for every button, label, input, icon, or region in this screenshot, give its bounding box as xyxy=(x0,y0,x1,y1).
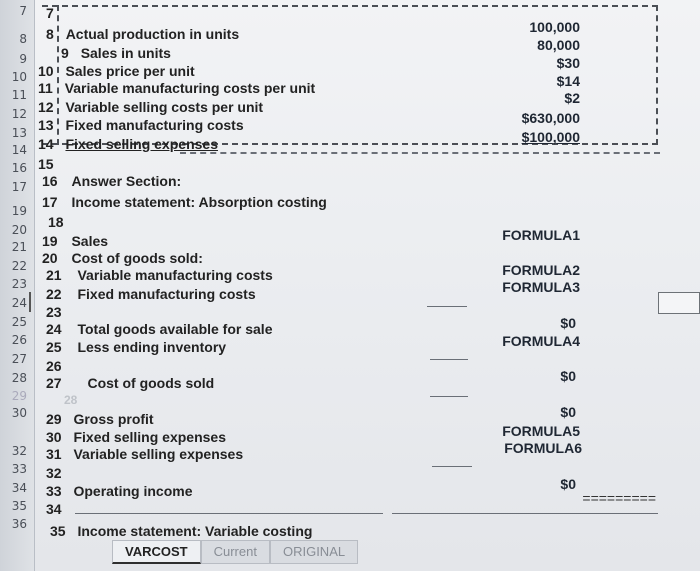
var-sell-row[interactable] xyxy=(46,446,243,462)
row-number: 13 xyxy=(38,117,54,133)
gutter-row[interactable]: 20 xyxy=(11,223,27,237)
row-number: 24 xyxy=(46,321,62,337)
gutter-row[interactable]: 10 xyxy=(11,70,27,84)
gutter-row[interactable]: 12 xyxy=(11,107,27,121)
row-number: 14 xyxy=(38,136,54,152)
input-row-9[interactable] xyxy=(61,45,171,61)
cogs-total-row[interactable] xyxy=(46,375,214,391)
row-number: 27 xyxy=(46,375,62,391)
row-divider xyxy=(392,513,658,514)
op-income-label: Operating income xyxy=(73,483,193,499)
answer-section-heading[interactable] xyxy=(42,173,181,189)
fixed-sell-label: Fixed selling expenses xyxy=(73,429,226,445)
row-number: 33 xyxy=(46,483,62,499)
sales-units-label: Sales in units xyxy=(80,45,171,61)
gutter-row[interactable]: 27 xyxy=(11,352,27,366)
row-number: 29 xyxy=(46,411,62,427)
income-absorption-heading[interactable] xyxy=(42,194,327,210)
var-mfg-cost-label: Variable manufacturing costs per unit xyxy=(64,80,316,96)
var-mfg-value[interactable]: FORMULA2 xyxy=(502,262,580,278)
row-divider xyxy=(75,513,383,514)
gutter-row[interactable]: 32 xyxy=(11,444,27,458)
row-number: 8 xyxy=(46,26,54,42)
income-variable-heading[interactable] xyxy=(50,523,312,539)
gutter-row[interactable]: 34 xyxy=(11,481,27,495)
fixed-mfg-label: Fixed manufacturing costs xyxy=(65,117,244,133)
fixed-sell-value[interactable]: FORMULA5 xyxy=(502,423,580,439)
gross-profit-label: Gross profit xyxy=(73,411,154,427)
cogs-label: Cost of goods sold: xyxy=(71,250,203,266)
gutter-row[interactable]: 30 xyxy=(11,406,27,420)
input-row-14[interactable] xyxy=(38,136,218,152)
row-number: 23 xyxy=(46,304,62,320)
gutter-row[interactable]: 29 xyxy=(11,389,27,403)
row-number: 15 xyxy=(38,156,54,172)
gutter-row[interactable]: 33 xyxy=(11,462,27,476)
underline xyxy=(432,466,472,467)
total-goods-value[interactable]: $0 xyxy=(560,315,576,331)
row-number: 26 xyxy=(46,358,62,374)
fixed-sell-row[interactable] xyxy=(46,429,226,445)
row-number: 32 xyxy=(46,465,62,481)
sales-label: Sales xyxy=(71,233,109,249)
row-number: 35 xyxy=(50,523,66,539)
input-row-11[interactable] xyxy=(38,80,315,96)
fixed-mfg-label: Fixed manufacturing costs xyxy=(77,286,256,302)
gutter-row[interactable]: 35 xyxy=(11,499,27,513)
underline xyxy=(427,306,467,307)
row-number: 28 xyxy=(64,393,78,407)
selected-cell[interactable] xyxy=(658,292,700,314)
fixed-selling-label: Fixed selling expenses xyxy=(65,136,218,152)
row-number: 31 xyxy=(46,446,62,462)
row-32[interactable] xyxy=(46,465,62,481)
var-income-title: Income statement: Variable costing xyxy=(77,523,313,539)
gutter-row[interactable]: 22 xyxy=(11,259,27,273)
row-number: 7 xyxy=(46,5,54,21)
sales-value[interactable]: FORMULA1 xyxy=(502,227,580,243)
value-cell[interactable]: 80,000 xyxy=(537,37,580,53)
var-sell-value[interactable]: FORMULA6 xyxy=(504,440,582,456)
gutter-row[interactable]: 24 xyxy=(11,296,27,310)
ending-inv-label: Less ending inventory xyxy=(77,339,227,355)
gutter-row[interactable]: 7 xyxy=(19,4,27,18)
gross-profit-row[interactable] xyxy=(46,411,154,427)
sales-price-label: Sales price per unit xyxy=(65,63,195,79)
row-number: 10 xyxy=(38,63,54,79)
ending-inv-row[interactable] xyxy=(46,339,226,355)
double-rule: ========= xyxy=(582,490,656,506)
cogs-total-value[interactable]: $0 xyxy=(560,368,576,384)
row-number: 12 xyxy=(38,99,54,115)
underline xyxy=(430,396,468,397)
row-18[interactable] xyxy=(48,214,64,230)
row-number: 20 xyxy=(42,250,58,266)
row-number: 34 xyxy=(46,501,62,517)
row-number: 22 xyxy=(46,286,62,302)
tab-current[interactable]: Current xyxy=(201,540,270,564)
input-row-12[interactable] xyxy=(38,99,263,115)
value-cell[interactable]: $2 xyxy=(564,90,580,106)
gutter-row[interactable]: 26 xyxy=(11,333,27,347)
var-sell-cost-label: Variable selling costs per unit xyxy=(65,99,264,115)
gutter-row[interactable]: 28 xyxy=(11,371,27,385)
gutter-row[interactable]: 23 xyxy=(11,277,27,291)
row-number: 16 xyxy=(42,173,58,189)
row-15[interactable] xyxy=(38,156,54,172)
row-26[interactable] xyxy=(46,358,62,374)
op-income-row[interactable] xyxy=(46,483,193,499)
gutter-row[interactable]: 17 xyxy=(11,180,27,194)
cogs-total-label: Cost of goods sold xyxy=(87,375,215,391)
tab-varcost[interactable]: VARCOST xyxy=(112,540,201,564)
row-number-gutter xyxy=(0,0,35,571)
total-goods-row[interactable] xyxy=(46,321,272,337)
input-row-10[interactable] xyxy=(38,63,195,79)
row-number: 17 xyxy=(42,194,58,210)
gutter-row[interactable]: 14 xyxy=(11,143,27,157)
row-number: 25 xyxy=(46,339,62,355)
value-cell[interactable]: $14 xyxy=(556,73,580,89)
sheet-tabs xyxy=(112,540,358,564)
op-income-value[interactable]: $0 xyxy=(560,476,576,492)
row-23[interactable] xyxy=(46,304,62,320)
actual-production-label: Actual production in units xyxy=(65,26,240,42)
fixed-mfg-row[interactable] xyxy=(46,286,256,302)
tab-original[interactable]: ORIGINAL xyxy=(270,540,358,564)
gutter-row[interactable]: 16 xyxy=(11,161,27,175)
income-title: Income statement: Absorption costing xyxy=(71,194,327,210)
row-28[interactable] xyxy=(64,393,77,407)
gutter-row[interactable]: 8 xyxy=(19,32,27,46)
cell-border xyxy=(29,292,31,312)
row-number: 30 xyxy=(46,429,62,445)
input-row-7[interactable] xyxy=(46,5,54,21)
value-cell[interactable]: 100,000 xyxy=(529,19,580,35)
row-number: 19 xyxy=(42,233,58,249)
row-34[interactable] xyxy=(46,501,62,517)
section-title: Answer Section: xyxy=(71,173,182,189)
fixed-mfg-value[interactable]: FORMULA3 xyxy=(502,279,580,295)
input-row-8[interactable] xyxy=(46,26,239,42)
value-cell[interactable]: $100,000 xyxy=(521,129,580,145)
row-number: 21 xyxy=(46,267,62,283)
row-number: 11 xyxy=(38,80,53,96)
gutter-row[interactable]: 25 xyxy=(11,315,27,329)
gutter-row[interactable]: 13 xyxy=(11,126,27,140)
ending-inv-value[interactable]: FORMULA4 xyxy=(502,333,580,349)
input-row-13[interactable] xyxy=(38,117,244,133)
value-cell[interactable]: $30 xyxy=(556,55,580,71)
underline xyxy=(430,359,468,360)
gutter-row[interactable]: 19 xyxy=(11,204,27,218)
var-mfg-row[interactable] xyxy=(46,267,273,283)
dashed-divider xyxy=(180,152,660,154)
gutter-row[interactable]: 11 xyxy=(11,88,27,102)
sales-row[interactable] xyxy=(42,233,108,249)
row-number: 9 xyxy=(61,45,69,61)
total-goods-label: Total goods available for sale xyxy=(77,321,273,337)
gross-profit-value[interactable]: $0 xyxy=(560,404,576,420)
cogs-row[interactable] xyxy=(42,250,203,266)
gutter-row[interactable]: 36 xyxy=(11,517,27,531)
row-number: 18 xyxy=(48,214,64,230)
gutter-row[interactable]: 9 xyxy=(19,52,27,66)
var-sell-label: Variable selling expenses xyxy=(73,446,244,462)
value-cell[interactable]: $630,000 xyxy=(521,110,580,126)
gutter-row[interactable]: 21 xyxy=(11,240,27,254)
var-mfg-label: Variable manufacturing costs xyxy=(77,267,273,283)
